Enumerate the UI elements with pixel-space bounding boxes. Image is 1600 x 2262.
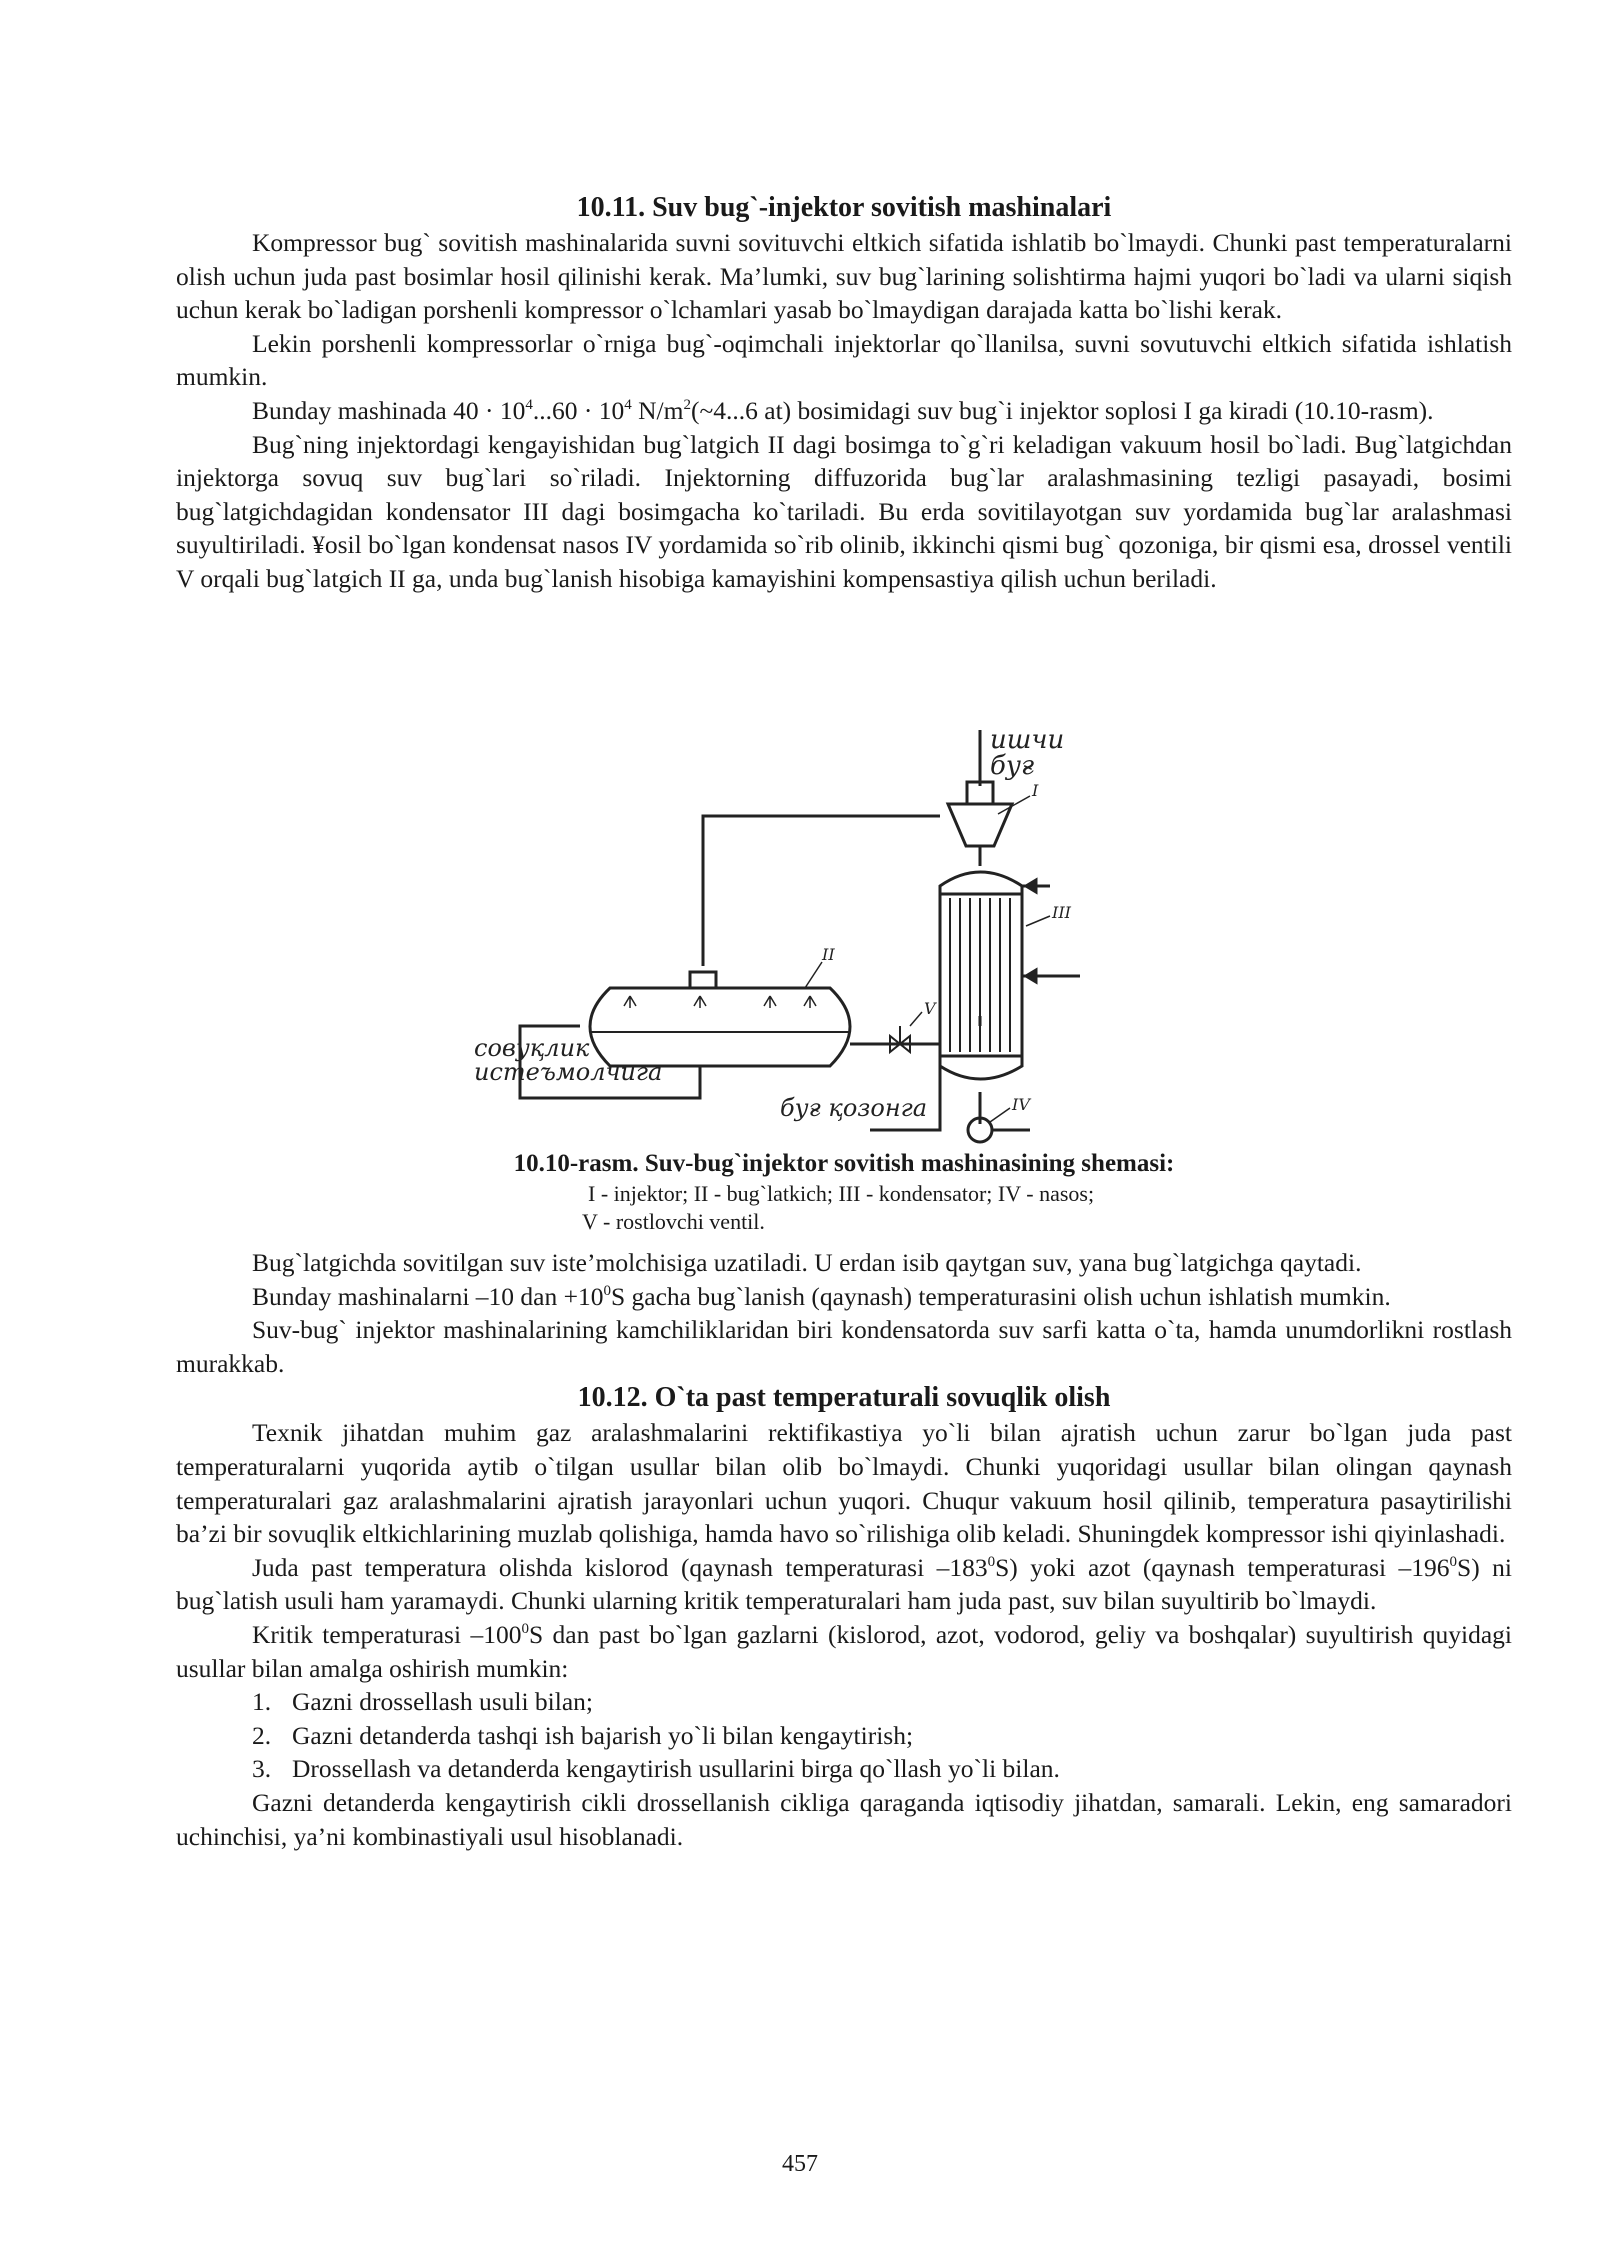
paragraph: Juda past temperatura olishda kislorod (qaynash temperaturasi $-183^0S$) yoki azot (qaynash temperaturasi $-196^0S$) ni bug`latish usuli ham yaramaydi. Chunki ularning kritik temperaturalari ham juda past, suv bilan suyultirib bo`lmaydi. [176,1552,1512,1616]
section-title: 10.11. Suv bug`-injektor sovitish mashinalari [576,192,1112,223]
label-consumer-2: истеъмолчига [474,1058,663,1086]
list-item: 2. Gazni detanderda tashqi ish bajarish yo`li bilan kengaytirish; [252,1720,914,1750]
section-title: 10.12. O`ta past temperaturali sovuqlik olish [577,1382,1111,1414]
condenser-tubes [950,898,1010,1052]
mark-v: V [924,999,936,1018]
paragraph: Bunday mashinada $40 \cdot 10^4...60 \cdot 10^4$ $N/m^2(\sim 4...6$ at) bosimidagi suv bug`i injektor soplosi I ga kiradi (10.10-rasm). [252,395,1434,425]
mark-iv: IV [1012,1095,1030,1114]
paragraph: Suv-bug` injektor mashinalarining kamchiliklaridan biri kondensatorda suv sarfi katta o`ta, hamda unumdorlikni rostlash murakkab. [176,1315,1512,1378]
paragraph: Bunday mashinalarni –10 dan $+10^0S$ gacha bug`lanish (qaynash) temperaturasini olish uchun ishlatish mumkin. [252,1281,1391,1311]
page-number: 457 [782,2151,818,2177]
method-list [176,1685,1512,1786]
label-working-steam-1: ишчи [990,726,1065,755]
paragraph: Gazni detanderda kengaytirish cikli drossellanish cikliga qaraganda iqtisodiy jihatdan, samarali. Lekin, eng samaradori uchinchisi, ya’ni kombinastiyali usul hisoblanadi. [176,1787,1512,1851]
paragraph: Bug`ning injektordagi kengayishidan bug`latgich II dagi bosimga to`g`ri keladigan vakuum hosil bo`ladi. Bug`latgichdan injektorga sovuq suv bug`lari so`riladi. Injektorning diffuzorida bug`lar aralashmasining tezligi pasayadi, bosimi bug`latgichdagidan kondensator III dagi bosimgacha ko`tariladi. Bu erda sovitilayotgan suv yordamida bug`lar aralashmasi suyultiriladi. ¥osil bo`lgan kondensat nasos IV yordamida so`rib olinib, ikkinchi qismi bug` qozoniga, bir qismi esa, drossel ventili V orqali bug`latgich II ga, unda bug`lanish hisobiga kamayishini kompensastiya qilish uchun beriladi. [176,429,1512,593]
paragraph: Kompressor bug` sovitish mashinalarida suvni sovituvchi eltkich sifatida ishlatib bo`lmaydi. Chunki past temperaturalarni olish uchun juda past bosimlar hosil qilinishi kerak. Ma’lumki, suv bug`larining solishtirma hajmi yuqori bo`ladi va ularni siqish uchun kerak bo`ladigan porshenli kompressor o`lchamlari yasab bo`lmaydigan darajada katta bo`lishi kerak. [176,228,1512,325]
label-working-steam-2: буғ [990,751,1035,781]
paragraph: Kritik temperaturasi $-100^0S$ dan past bo`lgan gazlarni (kislorod, azot, vodorod, geliy va boshqalar) suyultirish quyidagi usullar bilan amalga oshirish mumkin: [176,1619,1512,1683]
figure-injector-scheme [470,726,1080,1144]
mark-iii: III [1052,903,1071,922]
mark-ii: II [822,945,835,964]
list-item: 3. Drossellash va detanderda kengaytirish usullarini birga qo`llash yo`li bilan. [252,1754,1060,1784]
figure-caption-line: I - injektor; II - bug`latkich; III - kondensator; IV - nasos; [588,1181,1095,1206]
injector-cone [948,804,1012,846]
label-to-boiler: буғ қозонга [780,1094,928,1122]
spray-nozzles [624,996,816,1008]
section-10-11-continued [176,1246,1512,1853]
paragraph: Lekin porshenli kompressorlar o`rniga bug`-oqimchali injektorlar qo`llanilsa, suvni sovutuvchi eltkich sifatida ishlatish mumkin. [176,328,1512,392]
paragraph: Texnik jihatdan muhim gaz aralashmalarini rektifikastiya yo`li bilan ajratish uchun zarur bo`lgan juda past temperaturalarni yuqorida aytib o`tilgan usullar bilan olib bo`lmaydi. Chunki yuqoridagi usullar bilan olingan qaynash temperaturalari gaz aralashmalarini ajratish jarayonlari uchun yuqori. Chuqur vakuum hosil qilinib, temperatura pasaytirilishi ba’zi bir sovuqlik eltkichlarining muzlab qolishiga, hamda havo so`rilishiga olib keladi. Shuningdek kompressor ishi qiyinlashadi. [176,1418,1512,1549]
scheme-diagram [470,726,1080,1144]
label-consumer-1: совуқлик [474,1034,590,1062]
section-10-11 [176,190,1512,596]
mark-i: I [1032,781,1039,800]
figure-caption-line: V - rostlovchi ventil. [582,1209,765,1234]
paragraph: Bug`latgichda sovitilgan suv iste’molchisiga uzatiladi. U erdan isib qaytgan suv, yana bug`latgichga qaytadi. [252,1248,1362,1277]
list-item: 1. Gazni drossellash usuli bilan; [252,1687,593,1717]
evaporator-vessel [590,988,850,1066]
figure-caption-title: 10.10-rasm. Suv-bug`injektor sovitish mashinasining shemasi: [513,1150,1175,1177]
